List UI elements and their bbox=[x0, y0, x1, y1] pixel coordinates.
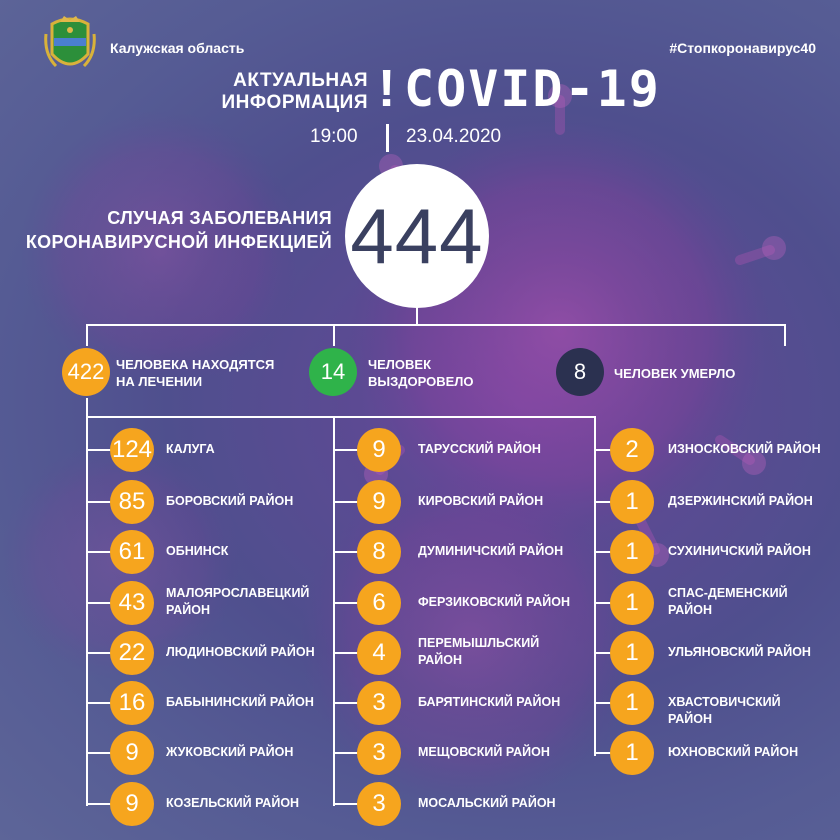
district-count-circle bbox=[357, 428, 401, 472]
district-count-circle bbox=[357, 782, 401, 826]
time-date-separator bbox=[386, 124, 389, 152]
district-count-value: 124 bbox=[111, 436, 153, 463]
district-name-line-1: ИЗНОСКОВСКИЙ РАЙОН bbox=[668, 442, 821, 456]
district-name bbox=[418, 493, 578, 510]
district-name-line-1: МАЛОЯРОСЛАВЕЦКИЙ bbox=[166, 586, 310, 600]
district-count-value: 2 bbox=[625, 436, 639, 463]
in-treatment-value: 422 bbox=[67, 359, 105, 384]
district-name bbox=[668, 744, 828, 761]
district-name-line-1: УЛЬЯНОВСКИЙ РАЙОН bbox=[668, 645, 811, 659]
district-count-value: 22 bbox=[118, 639, 146, 666]
recovered-circle bbox=[309, 348, 357, 396]
connector-drop-2 bbox=[333, 324, 335, 346]
district-name-line-2: РАЙОН bbox=[418, 653, 463, 667]
district-name-line-1: МЕЩОВСКИЙ РАЙОН bbox=[418, 745, 550, 759]
district-name bbox=[418, 694, 578, 711]
district-count-circle bbox=[610, 731, 654, 775]
district-name-line-1: БАБЫНИНСКИЙ РАЙОН bbox=[166, 695, 314, 709]
district-count-value: 1 bbox=[625, 689, 639, 716]
district-count-circle bbox=[357, 581, 401, 625]
district-count-value: 9 bbox=[372, 488, 386, 515]
district-count-value: 6 bbox=[372, 589, 386, 616]
district-name bbox=[668, 441, 828, 458]
recovered-label bbox=[368, 356, 474, 390]
connector-horizontal-list bbox=[86, 416, 596, 418]
district-count-value: 1 bbox=[625, 739, 639, 766]
actual-info-label bbox=[200, 70, 368, 114]
recovered-label-line-2: ВЫЗДОРОВЕЛО bbox=[368, 374, 474, 389]
cases-label bbox=[24, 206, 332, 254]
connector-drop-3 bbox=[784, 324, 786, 346]
district-name-line-1: КАЛУГА bbox=[166, 442, 215, 456]
district-name bbox=[166, 644, 326, 661]
district-name bbox=[418, 441, 578, 458]
district-name-line-2: РАЙОН bbox=[166, 603, 211, 617]
in-treatment-label-line-1: ЧЕЛОВЕКА НАХОДЯТСЯ bbox=[116, 357, 275, 372]
column-line-1 bbox=[86, 416, 88, 806]
district-name-line-1: ХВАСТОВИЧСКИЙ РАЙОН bbox=[668, 695, 781, 726]
district-count-value: 3 bbox=[372, 739, 386, 766]
column-line-3 bbox=[594, 416, 596, 756]
district-name-line-1: ФЕРЗИКОВСКИЙ РАЙОН bbox=[418, 595, 570, 609]
district-name bbox=[668, 493, 828, 510]
district-count-value: 3 bbox=[372, 689, 386, 716]
district-count-circle bbox=[110, 480, 154, 524]
in-treatment-label-line-2: НА ЛЕЧЕНИИ bbox=[116, 374, 203, 389]
district-name-line-1: ТАРУССКИЙ РАЙОН bbox=[418, 442, 541, 456]
district-count-circle bbox=[610, 530, 654, 574]
connector-vertical-list bbox=[86, 398, 88, 418]
district-name bbox=[418, 635, 578, 669]
exclamation-mark: ! bbox=[378, 60, 396, 118]
district-name-line-1: ОБНИНСК bbox=[166, 544, 229, 558]
district-count-circle bbox=[357, 681, 401, 725]
district-count-value: 61 bbox=[118, 538, 146, 565]
district-count-circle bbox=[110, 782, 154, 826]
district-name bbox=[668, 644, 828, 661]
district-count-value: 43 bbox=[118, 589, 146, 616]
district-count-value: 9 bbox=[372, 436, 386, 463]
deceased-value: 8 bbox=[573, 359, 587, 384]
district-count-value: 1 bbox=[625, 488, 639, 515]
district-name-line-1: СПАС-ДЕМЕНСКИЙ bbox=[668, 586, 788, 600]
district-count-circle bbox=[110, 681, 154, 725]
report-time: 19:00 bbox=[310, 126, 358, 147]
cases-label-line-1: СЛУЧАЯ ЗАБОЛЕВАНИЯ bbox=[107, 208, 332, 228]
district-count-circle bbox=[357, 530, 401, 574]
district-count-circle bbox=[110, 631, 154, 675]
district-name bbox=[166, 744, 326, 761]
district-count-circle bbox=[357, 480, 401, 524]
district-name-line-1: ЖУКОВСКИЙ РАЙОН bbox=[166, 745, 294, 759]
in-treatment-circle bbox=[62, 348, 110, 396]
district-count-value: 1 bbox=[625, 639, 639, 666]
district-count-circle bbox=[110, 731, 154, 775]
district-name-line-1: ЛЮДИНОВСКИЙ РАЙОН bbox=[166, 645, 315, 659]
district-count-circle bbox=[110, 581, 154, 625]
district-name-line-1: ДУМИНИЧСКИЙ РАЙОН bbox=[418, 544, 564, 558]
report-date: 23.04.2020 bbox=[406, 126, 502, 147]
deceased-label-line-1: ЧЕЛОВЕК УМЕРЛО bbox=[614, 366, 736, 381]
deceased-label bbox=[614, 365, 735, 382]
district-count-circle bbox=[610, 631, 654, 675]
total-cases-circle bbox=[345, 164, 489, 308]
district-count-value: 1 bbox=[625, 589, 639, 616]
total-cases-value: 444 bbox=[350, 191, 484, 280]
district-count-circle bbox=[110, 428, 154, 472]
district-name bbox=[166, 694, 326, 711]
district-count-value: 3 bbox=[372, 790, 386, 817]
hashtag: #Стопкоронавирус40 bbox=[669, 40, 816, 56]
recovered-label-line-1: ЧЕЛОВЕК bbox=[368, 357, 432, 372]
connector-drop-1 bbox=[86, 324, 88, 346]
cases-label-line-2: КОРОНАВИРУСНОЙ ИНФЕКЦИЕЙ bbox=[25, 232, 332, 252]
district-name-line-1: СУХИНИЧСКИЙ РАЙОН bbox=[668, 544, 811, 558]
district-count-value: 8 bbox=[372, 538, 386, 565]
district-name-line-1: КИРОВСКИЙ РАЙОН bbox=[418, 494, 544, 508]
region-name: Калужская область bbox=[110, 40, 245, 56]
district-name bbox=[668, 694, 828, 728]
district-name-line-1: ДЗЕРЖИНСКИЙ РАЙОН bbox=[668, 494, 813, 508]
district-name-line-2: РАЙОН bbox=[668, 603, 713, 617]
district-count-circle bbox=[357, 631, 401, 675]
district-name bbox=[418, 795, 578, 812]
in-treatment-label bbox=[116, 356, 274, 390]
district-name bbox=[166, 441, 326, 458]
district-name bbox=[166, 493, 326, 510]
actual-line-1: АКТУАЛЬНАЯ bbox=[233, 70, 368, 91]
recovered-value: 14 bbox=[320, 359, 346, 384]
district-name bbox=[166, 585, 326, 619]
district-count-circle bbox=[610, 428, 654, 472]
district-name bbox=[166, 543, 326, 560]
district-name-line-1: МОСАЛЬСКИЙ РАЙОН bbox=[418, 796, 556, 810]
district-name-line-1: БАРЯТИНСКИЙ РАЙОН bbox=[418, 695, 561, 709]
district-count-circle bbox=[610, 480, 654, 524]
connector-horizontal-top bbox=[86, 324, 786, 326]
district-count-value: 85 bbox=[118, 488, 146, 515]
district-name bbox=[668, 585, 828, 619]
district-name-line-1: КОЗЕЛЬСКИЙ РАЙОН bbox=[166, 796, 300, 810]
district-name bbox=[418, 594, 578, 611]
district-count-value: 4 bbox=[372, 639, 386, 666]
district-count-circle bbox=[110, 530, 154, 574]
district-count-value: 16 bbox=[118, 689, 146, 716]
district-count-value: 9 bbox=[125, 790, 139, 817]
district-count-value: 9 bbox=[125, 739, 139, 766]
district-name-line-1: БОРОВСКИЙ РАЙОН bbox=[166, 494, 294, 508]
district-name-line-1: ЮХНОВСКИЙ РАЙОН bbox=[668, 745, 799, 759]
deceased-circle bbox=[556, 348, 604, 396]
district-name bbox=[166, 795, 326, 812]
covid-title: COVID-19 bbox=[404, 60, 661, 118]
connector-vertical-main bbox=[416, 306, 418, 326]
district-name bbox=[668, 543, 828, 560]
district-name bbox=[418, 543, 578, 560]
district-count-circle bbox=[357, 731, 401, 775]
district-count-value: 1 bbox=[625, 538, 639, 565]
kaluga-coat-of-arms-icon bbox=[44, 14, 96, 76]
district-count-circle bbox=[610, 681, 654, 725]
column-line-2 bbox=[333, 416, 335, 806]
district-name bbox=[418, 744, 578, 761]
actual-line-2: ИНФОРМАЦИЯ bbox=[221, 92, 368, 113]
district-name-line-1: ПЕРЕМЫШЛЬСКИЙ bbox=[418, 636, 540, 650]
district-count-circle bbox=[610, 581, 654, 625]
